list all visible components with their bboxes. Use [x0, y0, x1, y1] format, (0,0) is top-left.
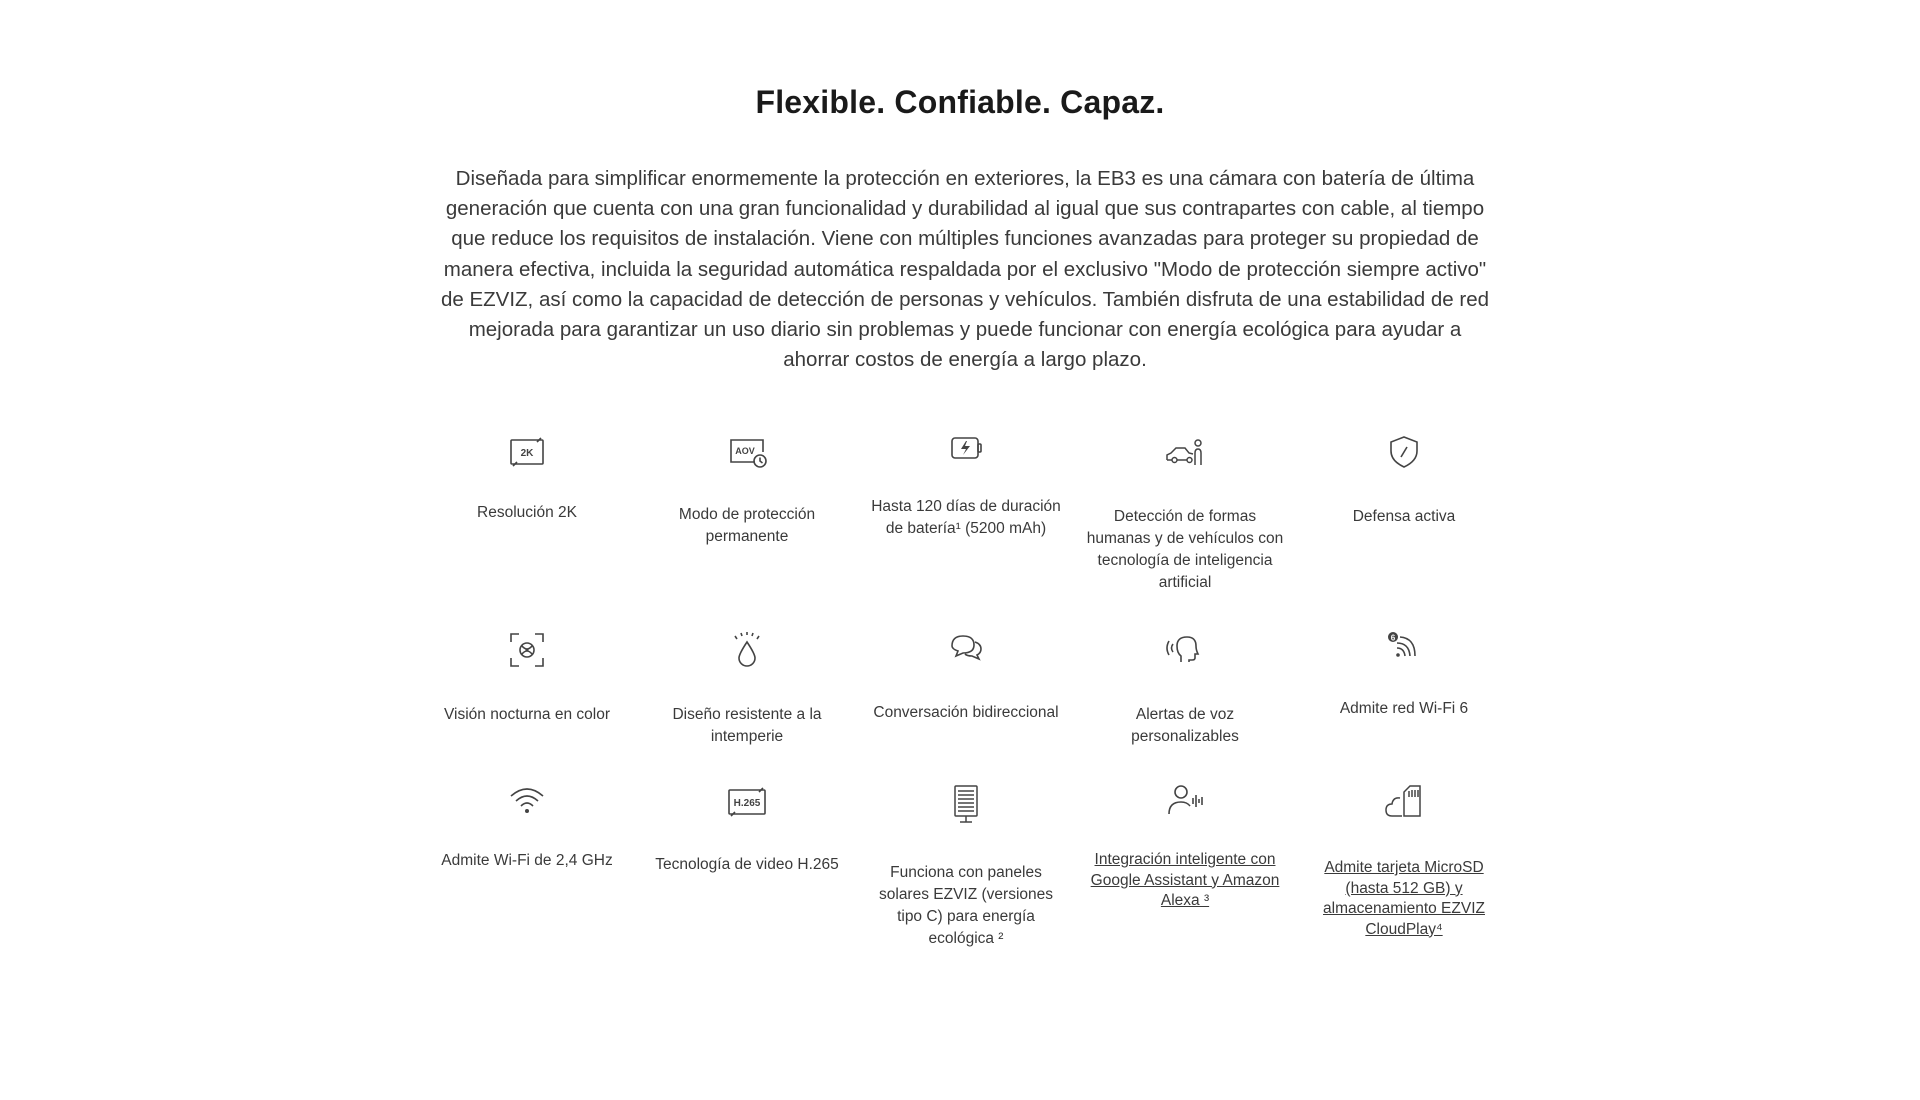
feature-label: Defensa activa — [1352, 508, 1456, 525]
feature-label: Modo de protección permanente — [678, 506, 816, 545]
wifi6-icon — [1384, 628, 1424, 668]
feature-label: Conversación bidireccional — [873, 704, 1059, 721]
feature-label: Alertas de voz personalizables — [1131, 706, 1239, 745]
feature-label: Diseño resistente a la intemperie — [672, 706, 822, 745]
sdcard-cloud-icon — [1384, 782, 1424, 822]
svg-text:2K: 2K — [520, 448, 534, 459]
person-voice-icon — [1165, 780, 1205, 820]
feature-label: Resolución 2K — [477, 504, 577, 521]
voice-head-icon — [1165, 630, 1205, 670]
feature-label: Hasta 120 días de duración de batería¹ (5200 mAh) — [871, 498, 1061, 537]
night-vision-icon — [507, 630, 547, 670]
svg-text:AOV: AOV — [735, 446, 755, 456]
feature-label: Funciona con paneles solares EZVIZ (versiones tipo C) para energía ecológica ² — [879, 864, 1053, 947]
product-description: Diseñada para simplificar enormemente la protección en exteriores, la EB3 es una cámara con batería de última generación que cuenta con una gran funcionalidad y durabilidad al igual que sus contrapartes con cable, al tiempo que reduce los requisitos de instalación. Viene con múltiples funciones avanzadas para proteger su propiedad de manera efectiva, incluida la seguridad automática respaldada por el exclusivo "Modo de protección siempre activo" de EZVIZ, así como la capacidad de detección de personas y vehículos. También disfruta de una estabilidad de red mejorada para garantizar un uso diario sin problemas y puede funcionar con energía ecológica para ayudar a ahorrar costos de energía a largo plazo. — [440, 167, 1490, 372]
chat-bubbles-icon — [946, 628, 986, 668]
smart-integration-link[interactable]: Integración inteligente con Google Assistant y Amazon Alexa ³ — [1090, 851, 1280, 909]
battery-icon — [946, 428, 986, 468]
wifi-icon — [507, 782, 547, 822]
feature-label: Detección de formas humanas y de vehículos con tecnología de inteligencia artificial — [1086, 508, 1284, 591]
svg-text:H.265: H.265 — [733, 798, 761, 809]
feature-label: Admite Wi-Fi de 2,4 GHz — [441, 852, 613, 869]
page-title: Flexible. Confiable. Capaz. — [755, 84, 1165, 120]
feature-label: Admite red Wi-Fi 6 — [1339, 700, 1469, 717]
shield-icon — [1384, 432, 1424, 472]
car-person-icon — [1165, 432, 1205, 472]
storage-link[interactable]: Admite tarjeta MicroSD (hasta 512 GB) y almacenamiento EZVIZ CloudPlay⁴ — [1323, 859, 1485, 938]
resolution-2k-icon — [507, 432, 547, 472]
water-drop-icon — [727, 630, 767, 670]
feature-label: Tecnología de video H.265 — [655, 856, 839, 873]
solar-panel-icon — [946, 784, 986, 824]
aov-clock-icon — [727, 432, 767, 472]
h265-icon — [727, 782, 767, 822]
svg-text:6: 6 — [1390, 633, 1396, 643]
feature-label: Visión nocturna en color — [443, 706, 610, 723]
